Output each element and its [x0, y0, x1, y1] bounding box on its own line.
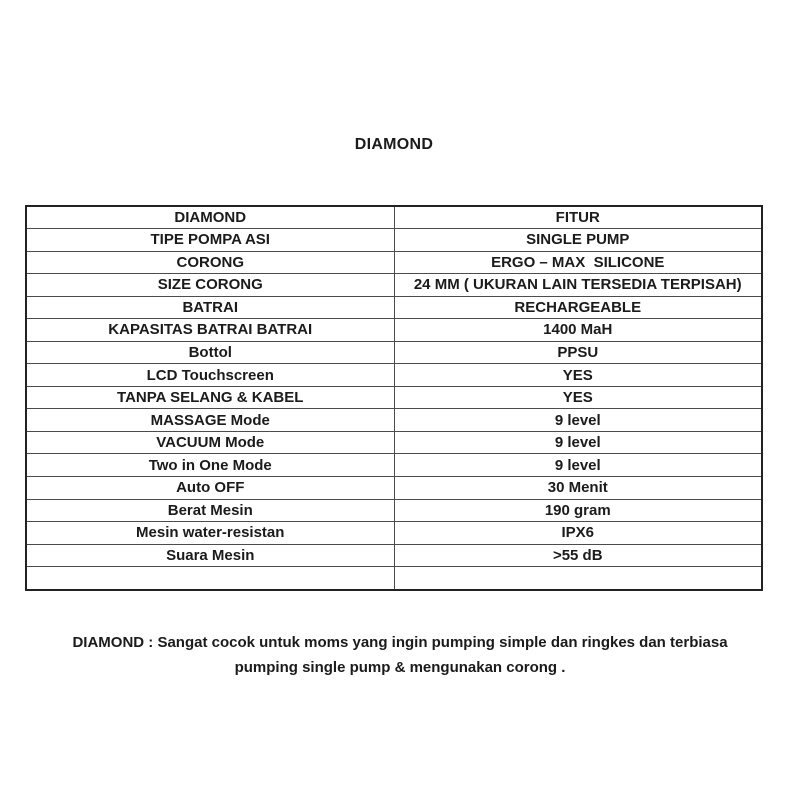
- spec-name-cell: BATRAI: [26, 296, 394, 319]
- table-row: [26, 251, 762, 274]
- table-row: [26, 477, 762, 500]
- table-header: [26, 206, 762, 229]
- spec-value-cell: RECHARGEABLE: [394, 296, 762, 319]
- spec-value-cell: SINGLE PUMP: [394, 229, 762, 252]
- spec-value-cell: >55 dB: [394, 544, 762, 567]
- spec-table: [25, 205, 763, 591]
- header-cell-diamond: DIAMOND: [26, 206, 394, 229]
- footer-line-1: DIAMOND : Sangat cocok untuk moms yang ingin pumping simple dan ringkes dan terbiasa: [72, 634, 728, 651]
- spec-name-cell: Auto OFF: [26, 477, 394, 500]
- spec-value-cell: 30 Menit: [394, 477, 762, 500]
- spec-name-cell: [26, 567, 394, 590]
- spec-value-cell: 190 gram: [394, 499, 762, 522]
- table-row: [26, 499, 762, 522]
- spec-name-cell: VACUUM Mode: [26, 431, 394, 454]
- spec-name-cell: Mesin water-resistan: [26, 522, 394, 545]
- table-row: [26, 386, 762, 409]
- table-row: [26, 319, 762, 342]
- table-row: [26, 454, 762, 477]
- spec-value-cell: 9 level: [394, 409, 762, 432]
- spec-name-cell: MASSAGE Mode: [26, 409, 394, 432]
- spec-name-cell: Berat Mesin: [26, 499, 394, 522]
- spec-value-cell: 9 level: [394, 454, 762, 477]
- table-row: [26, 229, 762, 252]
- table-row: [26, 544, 762, 567]
- table-row: [26, 364, 762, 387]
- spec-value-cell: IPX6: [394, 522, 762, 545]
- table-row: [26, 409, 762, 432]
- spec-name-cell: Bottol: [26, 341, 394, 364]
- table-header-row: [26, 206, 762, 229]
- spec-value-cell: YES: [394, 364, 762, 387]
- spec-value-cell: 9 level: [394, 431, 762, 454]
- table-row: [26, 431, 762, 454]
- spec-name-cell: TANPA SELANG & KABEL: [26, 386, 394, 409]
- spec-value-cell: YES: [394, 386, 762, 409]
- spec-name-cell: SIZE CORONG: [26, 274, 394, 297]
- spec-name-cell: CORONG: [26, 251, 394, 274]
- table-body: [26, 229, 762, 591]
- spec-name-cell: TIPE POMPA ASI: [26, 229, 394, 252]
- footer-note: [0, 630, 800, 680]
- table-row: [26, 341, 762, 364]
- spec-name-cell: KAPASITAS BATRAI BATRAI: [26, 319, 394, 342]
- spec-name-cell: LCD Touchscreen: [26, 364, 394, 387]
- spec-value-cell: ERGO – MAX SILICONE: [394, 251, 762, 274]
- table-row: [26, 567, 762, 590]
- table-row: [26, 296, 762, 319]
- spec-name-cell: Suara Mesin: [26, 544, 394, 567]
- header-cell-fitur: FITUR: [394, 206, 762, 229]
- page-title: DIAMOND: [354, 136, 434, 153]
- spec-value-cell: 1400 MaH: [394, 319, 762, 342]
- footer-line-2: pumping single pump & mengunakan corong .: [234, 659, 566, 676]
- spec-value-cell: PPSU: [394, 341, 762, 364]
- spec-value-cell: [394, 567, 762, 590]
- spec-name-cell: Two in One Mode: [26, 454, 394, 477]
- table-row: [26, 274, 762, 297]
- table-row: [26, 522, 762, 545]
- spec-value-cell: 24 MM ( UKURAN LAIN TERSEDIA TERPISAH): [394, 274, 762, 297]
